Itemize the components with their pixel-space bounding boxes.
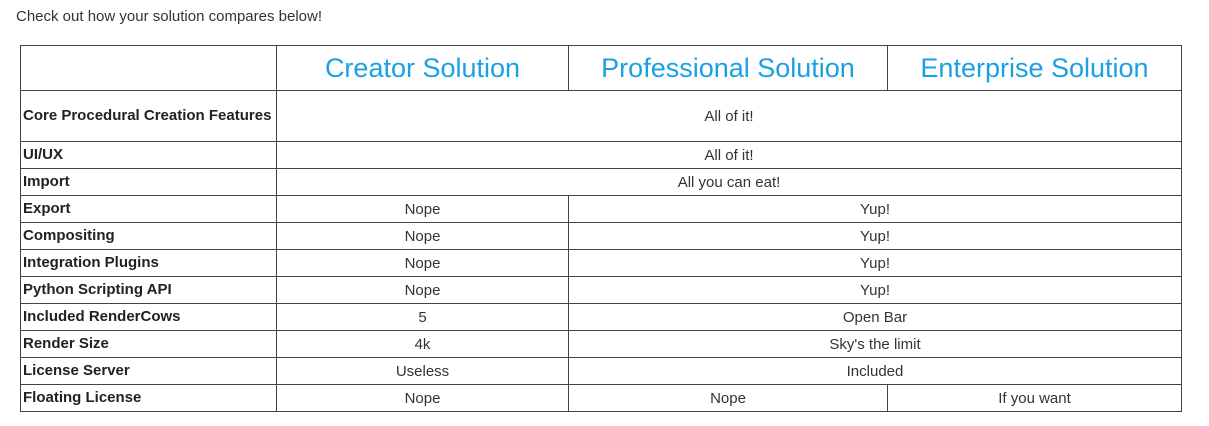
feature-label: Export — [21, 196, 277, 223]
feature-label: Included RenderCows — [21, 304, 277, 331]
feature-label: Floating License — [21, 385, 277, 412]
intro-text: Check out how your solution compares below! — [16, 8, 322, 25]
table-row — [21, 142, 1182, 169]
feature-label: License Server — [21, 358, 277, 385]
pro-enterprise-value: Open Bar — [569, 304, 1182, 331]
pro-enterprise-value: Yup! — [569, 223, 1182, 250]
creator-value: Nope — [277, 223, 569, 250]
table-row — [21, 250, 1182, 277]
column-header-creator: Creator Solution — [277, 46, 569, 91]
enterprise-value: If you want — [888, 385, 1182, 412]
column-header-professional: Professional Solution — [569, 46, 888, 91]
header-row — [21, 46, 1182, 91]
creator-value: Nope — [277, 277, 569, 304]
table-row — [21, 304, 1182, 331]
creator-value: Nope — [277, 196, 569, 223]
creator-value: Nope — [277, 385, 569, 412]
table-row — [21, 385, 1182, 412]
column-header-enterprise: Enterprise Solution — [888, 46, 1182, 91]
pro-enterprise-value: Yup! — [569, 196, 1182, 223]
creator-value: 4k — [277, 331, 569, 358]
professional-value: Nope — [569, 385, 888, 412]
feature-value: All of it! — [277, 91, 1182, 142]
feature-label: Compositing — [21, 223, 277, 250]
header-empty-cell — [21, 46, 277, 91]
feature-label: UI/UX — [21, 142, 277, 169]
creator-value: 5 — [277, 304, 569, 331]
feature-label: Python Scripting API — [21, 277, 277, 304]
creator-value: Nope — [277, 250, 569, 277]
pro-enterprise-value: Sky's the limit — [569, 331, 1182, 358]
feature-label: Core Procedural Creation Features — [21, 91, 277, 142]
feature-value: All you can eat! — [277, 169, 1182, 196]
pro-enterprise-value: Included — [569, 358, 1182, 385]
table-row — [21, 91, 1182, 142]
creator-value: Useless — [277, 358, 569, 385]
pro-enterprise-value: Yup! — [569, 277, 1182, 304]
comparison-table — [20, 45, 1182, 412]
feature-label: Render Size — [21, 331, 277, 358]
table-row — [21, 331, 1182, 358]
table-row — [21, 196, 1182, 223]
pro-enterprise-value: Yup! — [569, 250, 1182, 277]
table-row — [21, 223, 1182, 250]
feature-label: Import — [21, 169, 277, 196]
feature-value: All of it! — [277, 142, 1182, 169]
table-row — [21, 169, 1182, 196]
table-row — [21, 277, 1182, 304]
table-row — [21, 358, 1182, 385]
feature-label: Integration Plugins — [21, 250, 277, 277]
